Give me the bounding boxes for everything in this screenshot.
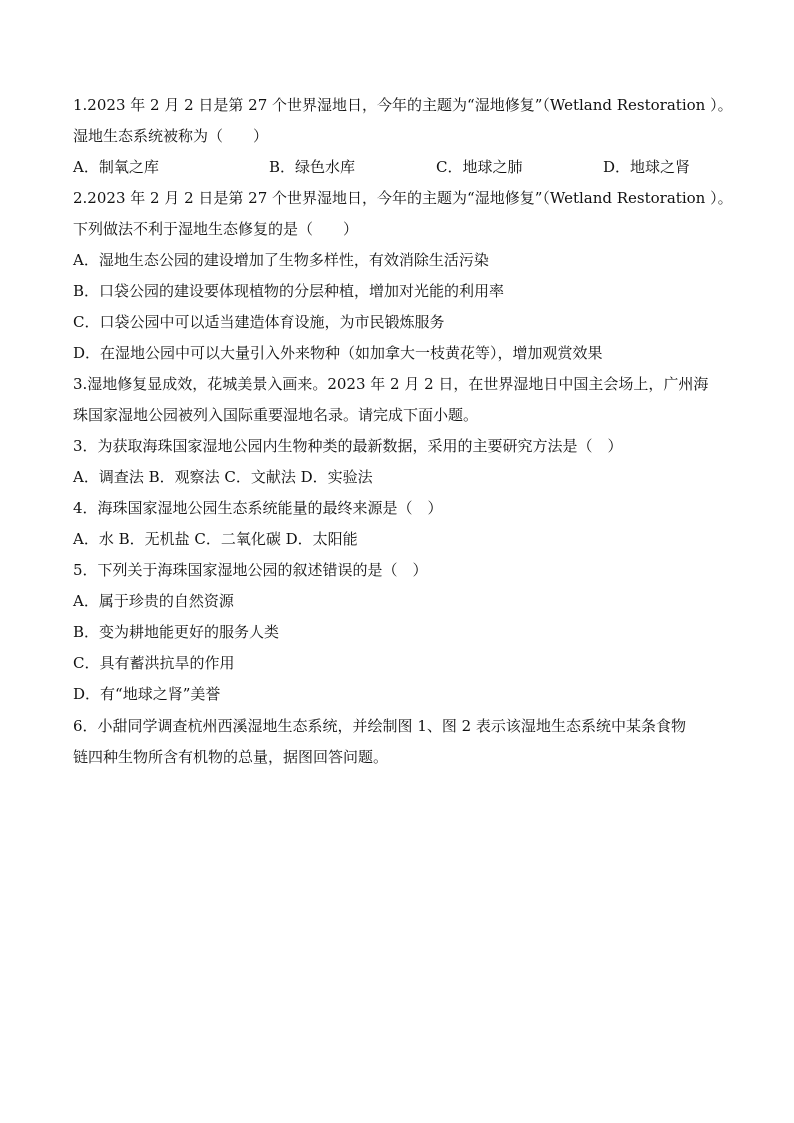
q3-stem: 3．为获取海珠国家湿地公园内生物种类的最新数据，采用的主要研究方法是（ ） bbox=[73, 437, 623, 455]
q5-option-b: B．变为耕地能更好的服务人类 bbox=[73, 623, 280, 641]
q5-option-d: D．有“地球之肾”美誉 bbox=[73, 685, 221, 703]
q4-options: A．水 B．无机盐 C．二氧化碳 D．太阳能 bbox=[73, 530, 358, 548]
q6-stem-line2: 链四种生物所含有机物的总量，据图回答问题。 bbox=[73, 748, 389, 766]
q2-option-b: B．口袋公园的建设要体现植物的分层种植，增加对光能的利用率 bbox=[73, 282, 505, 300]
q2-stem-line1: 2.2023 年 2 月 2 日是第 27 个世界湿地日，今年的主题为“湿地修复”（Wetland Restoration ）。 bbox=[73, 189, 733, 207]
q1-option-d: D．地球之肾 bbox=[603, 158, 691, 176]
q2-stem-line2: 下列做法不利于湿地生态修复的是（ ） bbox=[73, 220, 359, 238]
q2-option-c: C．口袋公园中可以适当建造体育设施，为市民锻炼服务 bbox=[73, 313, 445, 331]
q1-option-c: C．地球之肺 bbox=[436, 158, 523, 176]
q1-stem-line1: 1.2023 年 2 月 2 日是第 27 个世界湿地日，今年的主题为“湿地修复”（Wetland Restoration ）。 bbox=[73, 96, 733, 114]
q4-stem: 4．海珠国家湿地公园生态系统能量的最终来源是（ ） bbox=[73, 499, 443, 517]
q5-stem: 5．下列关于海珠国家湿地公园的叙述错误的是（ ） bbox=[73, 561, 428, 579]
q1-options bbox=[73, 155, 733, 179]
q5-option-a: A．属于珍贵的自然资源 bbox=[73, 592, 234, 610]
q1-option-a: A．制氧之库 bbox=[73, 158, 159, 176]
intro3-line1: 3.湿地修复显成效，花城美景入画来。2023 年 2 月 2 日，在世界湿地日中国主会场上，广州海 bbox=[73, 375, 709, 393]
intro3-line2: 珠国家湿地公园被列入国际重要湿地名录。请完成下面小题。 bbox=[73, 406, 479, 424]
q2-option-a: A．湿地生态公园的建设增加了生物多样性，有效消除生活污染 bbox=[73, 251, 489, 269]
q1-stem-line2: 湿地生态系统被称为（ ） bbox=[73, 127, 269, 145]
q1-option-b: B．绿色水库 bbox=[269, 158, 356, 176]
q3-options: A．调查法 B．观察法 C．文献法 D．实验法 bbox=[73, 468, 373, 486]
q6-stem-line1: 6．小甜同学调查杭州西溪湿地生态系统，并绘制图 1、图 2 表示该湿地生态系统中某条食物 bbox=[73, 717, 686, 735]
q2-option-d: D．在湿地公园中可以大量引入外来物种（如加拿大一枝黄花等），增加观赏效果 bbox=[73, 344, 603, 362]
q5-option-c: C．具有蓄洪抗旱的作用 bbox=[73, 654, 235, 672]
